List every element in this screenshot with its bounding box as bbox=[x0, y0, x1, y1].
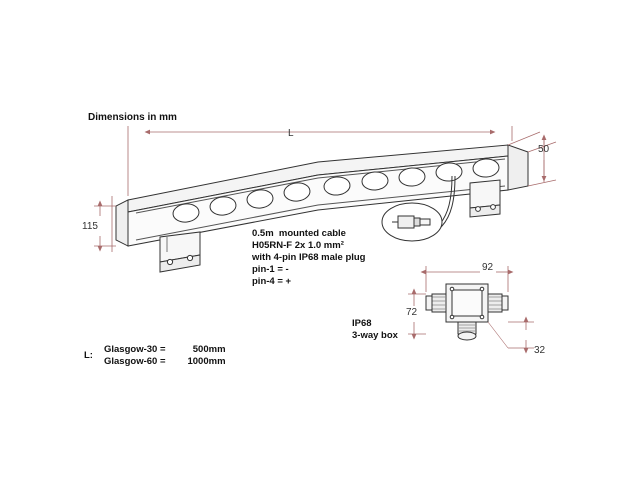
cable-note-line-1: 0.5m mounted cable bbox=[252, 228, 346, 239]
cable-note-block bbox=[252, 228, 366, 287]
connector-callout bbox=[382, 203, 442, 241]
cable-note-line-4: pin-1 = - bbox=[252, 263, 289, 275]
legend-value-1: 1000mm bbox=[187, 355, 226, 367]
junction-box-label-line-1: IP68 bbox=[352, 318, 372, 329]
cable-note-line-5: pin-4 = + bbox=[252, 275, 292, 287]
mounting-bracket-left bbox=[160, 232, 200, 272]
cable-note-line-3: with 4-pin IP68 male plug bbox=[252, 251, 366, 263]
dimension-height-label: 115 bbox=[82, 221, 98, 232]
legend-row bbox=[104, 356, 226, 368]
junction-box-depth-label: 32 bbox=[534, 345, 546, 356]
legend-value-0: 500mm bbox=[192, 344, 226, 355]
legend-model-0: Glasgow-30 = bbox=[104, 344, 166, 355]
mounting-bracket-right bbox=[470, 180, 500, 217]
legend-prefix: L: bbox=[84, 350, 93, 361]
cable-note-line-2: H05RN-F 2x 1.0 mm² bbox=[252, 239, 344, 251]
legend-model-1: Glasgow-60 = bbox=[104, 355, 166, 367]
junction-box-label-block bbox=[352, 318, 398, 342]
junction-box-width-label: 92 bbox=[482, 262, 494, 273]
junction-box-label-line-2: 3-way box bbox=[352, 329, 398, 341]
legend-block bbox=[104, 344, 226, 368]
dimension-depth-label: 50 bbox=[538, 144, 550, 155]
dimension-length-label: L bbox=[288, 128, 294, 139]
legend-row bbox=[104, 344, 226, 356]
junction-box-height-label: 72 bbox=[406, 307, 418, 318]
page-title: Dimensions in mm bbox=[88, 112, 177, 123]
